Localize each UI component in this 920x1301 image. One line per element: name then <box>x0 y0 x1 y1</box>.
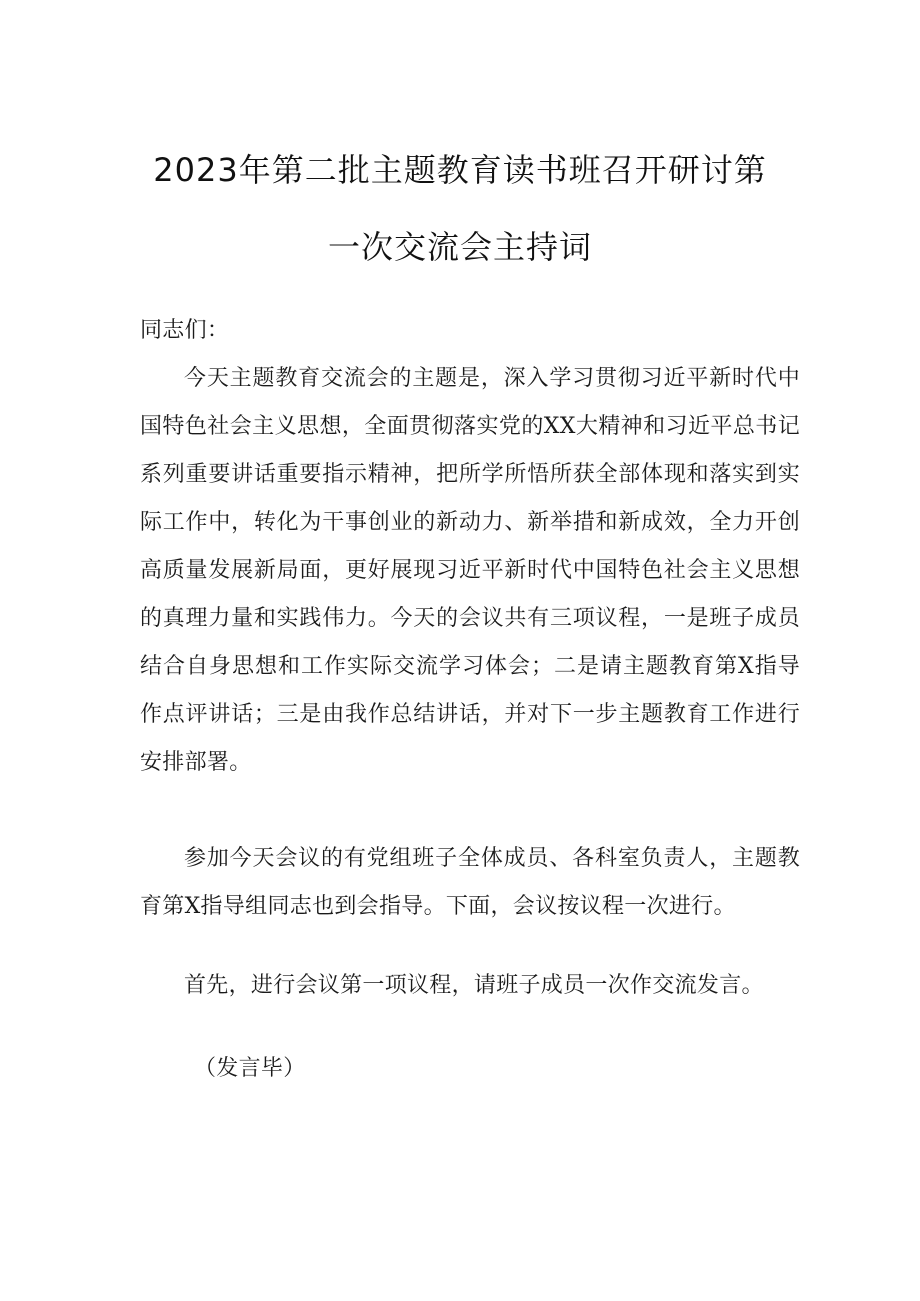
document-title-line-1: 2023年第二批主题教育读书班召开研讨第 <box>153 151 767 189</box>
paragraph-first-item: 首先，进行会议第一项议程，请班子成员一次作交流发言。 <box>184 973 764 998</box>
paragraph-speech-end: （发言毕） <box>194 1056 306 1081</box>
document-title-line-2: 一次交流会主持词 <box>327 228 592 266</box>
salutation: 同志们： <box>140 318 230 343</box>
paragraph-agenda: 今天主题教育交流会的主题是，深入学习贯彻习近平新时代中国特色社会主义思想，全面贯彻落实党的XX大精神和习近平总书记系列重要讲话重要指示精神，把所学所悟所获全部体现和落实到实际工作中，转化为干事创业的新动力、新举措和新成效，全力开创高质量发展新局面，更好展现习近平新时代中国特色社会主义思想的真理力量和实践伟力。今天的会议共有三项议程，一是班子成员结合自身思想和工作实际交流学习体会；二是请主题教育第X指导作点评讲话；三是由我作总结讲话，并对下一步主题教育工作进行安排部署。 <box>140 366 800 775</box>
paragraph-attendees: 参加今天会议的有党组班子全体成员、各科室负责人，主题教育第X指导组同志也到会指导。下面，会议按议程一次进行。 <box>140 846 800 919</box>
